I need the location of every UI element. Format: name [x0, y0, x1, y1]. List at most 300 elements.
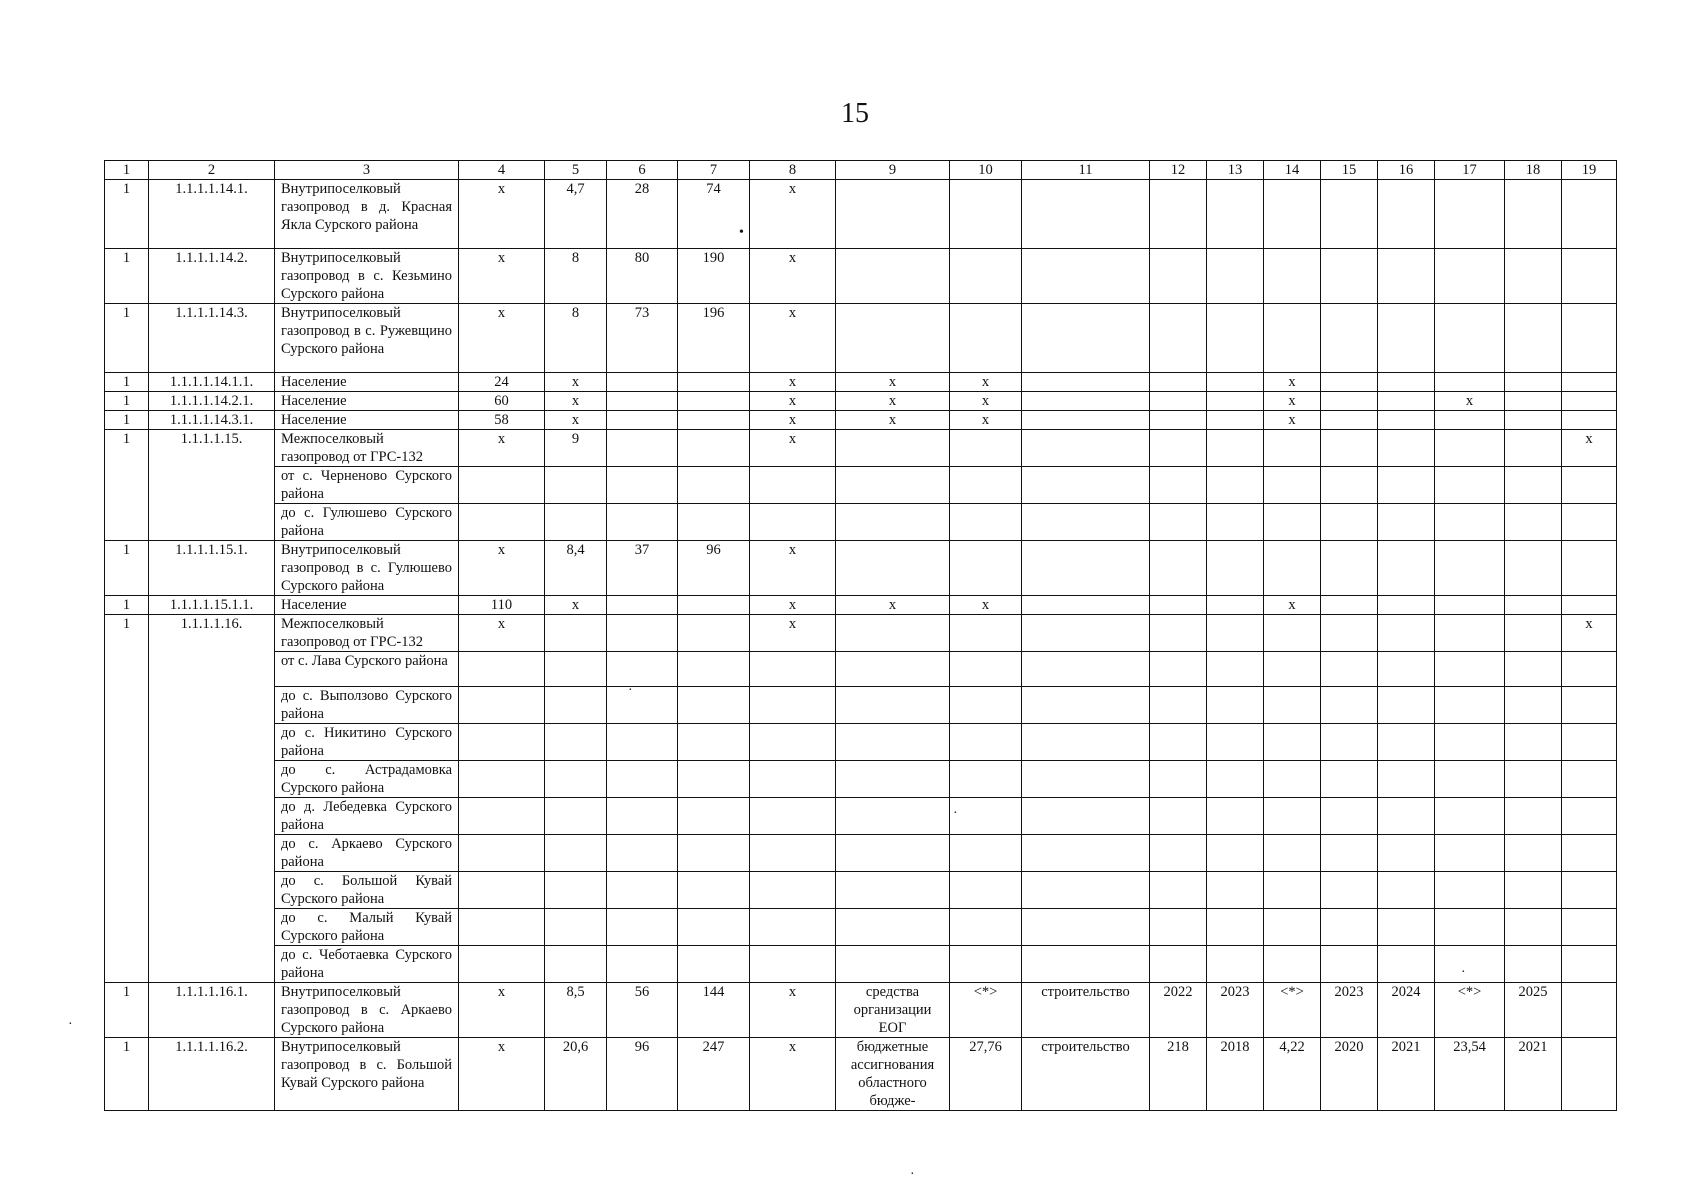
- cell-col-6: 37: [607, 541, 678, 596]
- cell-col-10: x: [950, 392, 1022, 411]
- cell-col-17: [1435, 615, 1505, 652]
- cell-col-17: [1435, 724, 1505, 761]
- scan-speck: ·: [910, 1167, 915, 1182]
- cell-col-7: [678, 687, 750, 724]
- cell-col-11: [1022, 430, 1150, 467]
- cell-col-4: [459, 798, 545, 835]
- cell-col-14: [1264, 430, 1321, 467]
- header-cell: 5: [545, 161, 607, 180]
- cell-col-8: x: [750, 304, 836, 373]
- cell-col-5: 8,5: [545, 983, 607, 1038]
- cell-col-11: [1022, 467, 1150, 504]
- cell-col-5: [545, 615, 607, 652]
- cell-col-4: 24: [459, 373, 545, 392]
- cell-col-14: [1264, 180, 1321, 249]
- cell-col-9: [836, 467, 950, 504]
- cell-col-13: [1207, 411, 1264, 430]
- cell-col-6: [607, 798, 678, 835]
- cell-col-7: [678, 798, 750, 835]
- cell-col-10: [950, 652, 1022, 687]
- cell-col-9: [836, 909, 950, 946]
- cell-col-5: [545, 724, 607, 761]
- cell-col-18: [1505, 687, 1562, 724]
- table-row: [105, 1038, 1617, 1111]
- cell-col-18: [1505, 180, 1562, 249]
- cell-col-7: 144: [678, 983, 750, 1038]
- scan-speck: ·: [953, 806, 958, 821]
- cell-col-7: 196: [678, 304, 750, 373]
- cell-col-4: x: [459, 180, 545, 249]
- cell-col-15: [1321, 761, 1378, 798]
- cell-col-7: [678, 596, 750, 615]
- cell-col-12: [1150, 835, 1207, 872]
- cell-col-9: [836, 652, 950, 687]
- cell-col-5: 8: [545, 304, 607, 373]
- cell-col-18: [1505, 467, 1562, 504]
- cell-col-14: [1264, 761, 1321, 798]
- header-cell: 7: [678, 161, 750, 180]
- cell-col-11: [1022, 504, 1150, 541]
- table-row: [105, 249, 1617, 304]
- cell-col-5: x: [545, 596, 607, 615]
- cell-col-17: [1435, 504, 1505, 541]
- cell-col-5: [545, 909, 607, 946]
- cell-code: 1.1.1.1.14.2.1.: [149, 392, 275, 411]
- cell-col-15: [1321, 411, 1378, 430]
- cell-col-4: [459, 909, 545, 946]
- cell-col-19: [1562, 249, 1617, 304]
- cell-col-6: [607, 373, 678, 392]
- cell-name: до с. Малый Кувай Сурского района: [275, 909, 459, 946]
- cell-col-5: [545, 504, 607, 541]
- cell-col-8: x: [750, 983, 836, 1038]
- cell-col-8: [750, 798, 836, 835]
- cell-col-14: [1264, 798, 1321, 835]
- cell-col-7: [678, 467, 750, 504]
- cell-col-11: [1022, 946, 1150, 983]
- table-row: [105, 541, 1617, 596]
- cell-col-6: 96: [607, 1038, 678, 1111]
- cell-col-10: [950, 761, 1022, 798]
- cell-col-11: строительство: [1022, 983, 1150, 1038]
- cell-col-6: [607, 724, 678, 761]
- header-cell: 2: [149, 161, 275, 180]
- cell-col-16: [1378, 946, 1435, 983]
- cell-col-17: [1435, 249, 1505, 304]
- cell-name: Внутрипоселковый газопровод в с. Аркаево Сурского района: [275, 983, 459, 1038]
- cell-col-14: [1264, 615, 1321, 652]
- cell-col-14: [1264, 652, 1321, 687]
- cell-col-9: x: [836, 596, 950, 615]
- cell-col-15: [1321, 872, 1378, 909]
- cell-col-9: [836, 761, 950, 798]
- cell-name: Внутрипоселковый газопровод в с. Кезьмино Сурского района: [275, 249, 459, 304]
- cell-col-10: [950, 909, 1022, 946]
- cell-col-9: [836, 687, 950, 724]
- cell-col-13: 2023: [1207, 983, 1264, 1038]
- cell-col-13: [1207, 180, 1264, 249]
- cell-col-18: [1505, 304, 1562, 373]
- data-table-container: [104, 160, 1617, 1111]
- cell-name: Внутрипоселковый газопровод в с. Ружевщино Сурского района: [275, 304, 459, 373]
- cell-col-9: [836, 615, 950, 652]
- cell-col-12: [1150, 946, 1207, 983]
- header-row: [105, 161, 1617, 180]
- cell-col-9: [836, 724, 950, 761]
- cell-col-16: [1378, 761, 1435, 798]
- cell-col-13: [1207, 687, 1264, 724]
- cell-col-12: [1150, 615, 1207, 652]
- table-row: [105, 872, 1617, 909]
- cell-col-5: 8,4: [545, 541, 607, 596]
- cell-col-8: x: [750, 392, 836, 411]
- cell-col-11: [1022, 835, 1150, 872]
- cell-name: от с. Лава Сурского района: [275, 652, 459, 687]
- cell-col-19: [1562, 946, 1617, 983]
- cell-col-14: [1264, 724, 1321, 761]
- cell-code: 1.1.1.1.14.3.1.: [149, 411, 275, 430]
- cell-rownum: 1: [105, 249, 149, 304]
- cell-col-4: x: [459, 1038, 545, 1111]
- cell-col-13: [1207, 615, 1264, 652]
- cell-name: до с. Гулюшево Сурского района: [275, 504, 459, 541]
- cell-col-19: x: [1562, 430, 1617, 467]
- cell-col-8: x: [750, 249, 836, 304]
- cell-col-9: бюджетные ассигнования областного бюдже-: [836, 1038, 950, 1111]
- cell-col-13: [1207, 835, 1264, 872]
- cell-col-7: [678, 430, 750, 467]
- cell-col-10: [950, 504, 1022, 541]
- cell-col-9: x: [836, 411, 950, 430]
- cell-col-19: [1562, 596, 1617, 615]
- cell-col-15: [1321, 504, 1378, 541]
- table-row: [105, 615, 1617, 652]
- cell-col-14: [1264, 835, 1321, 872]
- cell-col-12: [1150, 687, 1207, 724]
- cell-col-18: [1505, 504, 1562, 541]
- cell-col-5: [545, 761, 607, 798]
- cell-col-6: [607, 835, 678, 872]
- cell-col-6: [607, 411, 678, 430]
- cell-col-9: [836, 835, 950, 872]
- cell-col-6: [607, 596, 678, 615]
- cell-col-14: [1264, 467, 1321, 504]
- cell-col-6: [607, 430, 678, 467]
- cell-col-7: 247: [678, 1038, 750, 1111]
- cell-col-18: [1505, 835, 1562, 872]
- cell-col-13: [1207, 652, 1264, 687]
- cell-col-12: [1150, 304, 1207, 373]
- cell-col-7: [678, 652, 750, 687]
- cell-col-17: [1435, 872, 1505, 909]
- cell-col-6: [607, 615, 678, 652]
- cell-code: 1.1.1.1.15.1.1.: [149, 596, 275, 615]
- scan-speck: ·: [1461, 965, 1466, 980]
- cell-col-4: [459, 467, 545, 504]
- cell-col-15: [1321, 652, 1378, 687]
- header-cell: 16: [1378, 161, 1435, 180]
- cell-rownum: 1: [105, 1038, 149, 1111]
- cell-col-10: [950, 304, 1022, 373]
- cell-col-13: [1207, 304, 1264, 373]
- cell-col-17: [1435, 180, 1505, 249]
- cell-col-10: 27,76: [950, 1038, 1022, 1111]
- cell-col-9: x: [836, 392, 950, 411]
- cell-col-8: x: [750, 430, 836, 467]
- cell-col-17: <*>: [1435, 983, 1505, 1038]
- cell-col-14: [1264, 909, 1321, 946]
- cell-col-4: 60: [459, 392, 545, 411]
- header-cell: 11: [1022, 161, 1150, 180]
- cell-name: до с. Никитино Сурского района: [275, 724, 459, 761]
- cell-rownum: 1: [105, 615, 149, 983]
- table-row: [105, 596, 1617, 615]
- cell-col-18: [1505, 596, 1562, 615]
- cell-col-12: [1150, 761, 1207, 798]
- cell-col-8: x: [750, 1038, 836, 1111]
- cell-col-16: [1378, 304, 1435, 373]
- cell-col-12: [1150, 798, 1207, 835]
- cell-name: Внутрипоселковый газопровод в с. Большой Кувай Сурского района: [275, 1038, 459, 1111]
- cell-col-9: [836, 304, 950, 373]
- cell-col-15: [1321, 541, 1378, 596]
- cell-col-12: [1150, 249, 1207, 304]
- cell-col-11: [1022, 798, 1150, 835]
- table-row: [105, 392, 1617, 411]
- cell-code: 1.1.1.1.14.1.: [149, 180, 275, 249]
- cell-col-13: [1207, 504, 1264, 541]
- cell-col-9: [836, 946, 950, 983]
- cell-col-11: [1022, 411, 1150, 430]
- cell-rownum: 1: [105, 180, 149, 249]
- table-row: [105, 798, 1617, 835]
- cell-col-19: [1562, 761, 1617, 798]
- cell-col-4: 58: [459, 411, 545, 430]
- cell-col-16: 2024: [1378, 983, 1435, 1038]
- cell-col-11: строительство: [1022, 1038, 1150, 1111]
- cell-col-19: [1562, 798, 1617, 835]
- cell-col-4: [459, 504, 545, 541]
- cell-col-18: [1505, 373, 1562, 392]
- cell-name: Население: [275, 392, 459, 411]
- cell-col-16: [1378, 724, 1435, 761]
- cell-col-12: [1150, 392, 1207, 411]
- cell-col-12: [1150, 373, 1207, 392]
- cell-col-18: [1505, 411, 1562, 430]
- cell-col-13: [1207, 249, 1264, 304]
- cell-col-9: [836, 872, 950, 909]
- cell-col-5: [545, 872, 607, 909]
- cell-col-12: [1150, 541, 1207, 596]
- cell-col-4: x: [459, 615, 545, 652]
- table-row: [105, 504, 1617, 541]
- header-cell: 18: [1505, 161, 1562, 180]
- cell-col-12: [1150, 652, 1207, 687]
- cell-col-10: [950, 541, 1022, 596]
- cell-col-7: 96: [678, 541, 750, 596]
- cell-col-6: 73: [607, 304, 678, 373]
- cell-col-6: 28: [607, 180, 678, 249]
- cell-col-11: [1022, 615, 1150, 652]
- cell-col-11: [1022, 596, 1150, 615]
- table-row: [105, 304, 1617, 373]
- cell-name: Межпоселковый газопровод от ГРС-132: [275, 615, 459, 652]
- cell-col-16: [1378, 430, 1435, 467]
- header-cell: 14: [1264, 161, 1321, 180]
- cell-col-16: 2021: [1378, 1038, 1435, 1111]
- cell-name: Внутрипоселковый газопровод в с. Гулюшево Сурского района: [275, 541, 459, 596]
- cell-col-11: [1022, 761, 1150, 798]
- cell-col-8: [750, 724, 836, 761]
- cell-col-14: 4,22: [1264, 1038, 1321, 1111]
- cell-col-15: [1321, 180, 1378, 249]
- cell-col-4: [459, 652, 545, 687]
- cell-col-11: [1022, 392, 1150, 411]
- cell-col-5: [545, 687, 607, 724]
- cell-col-15: 2020: [1321, 1038, 1378, 1111]
- cell-col-5: x: [545, 392, 607, 411]
- cell-col-15: [1321, 373, 1378, 392]
- cell-col-13: [1207, 392, 1264, 411]
- header-cell: 1: [105, 161, 149, 180]
- cell-col-13: 2018: [1207, 1038, 1264, 1111]
- cell-name: Население: [275, 411, 459, 430]
- cell-col-8: [750, 835, 836, 872]
- cell-col-5: [545, 798, 607, 835]
- cell-col-6: [607, 946, 678, 983]
- table-row: [105, 652, 1617, 687]
- cell-col-8: x: [750, 596, 836, 615]
- cell-rownum: 1: [105, 373, 149, 392]
- table-row: [105, 909, 1617, 946]
- header-cell: 12: [1150, 161, 1207, 180]
- cell-col-19: [1562, 835, 1617, 872]
- cell-col-14: [1264, 946, 1321, 983]
- cell-code: 1.1.1.1.16.: [149, 615, 275, 983]
- cell-col-7: [678, 615, 750, 652]
- cell-col-10: [950, 687, 1022, 724]
- cell-col-19: x: [1562, 615, 1617, 652]
- cell-code: 1.1.1.1.14.2.: [149, 249, 275, 304]
- cell-col-7: [678, 909, 750, 946]
- cell-col-16: [1378, 596, 1435, 615]
- cell-col-12: [1150, 872, 1207, 909]
- cell-col-18: [1505, 541, 1562, 596]
- cell-col-5: [545, 467, 607, 504]
- table-row: [105, 724, 1617, 761]
- scan-speck: ·: [628, 683, 633, 698]
- cell-col-10: x: [950, 411, 1022, 430]
- cell-col-13: [1207, 798, 1264, 835]
- cell-col-9: [836, 430, 950, 467]
- cell-col-10: [950, 249, 1022, 304]
- cell-col-19: [1562, 541, 1617, 596]
- cell-col-19: [1562, 411, 1617, 430]
- cell-col-16: [1378, 467, 1435, 504]
- cell-col-13: [1207, 761, 1264, 798]
- cell-col-15: [1321, 615, 1378, 652]
- cell-col-19: [1562, 373, 1617, 392]
- cell-col-12: [1150, 909, 1207, 946]
- cell-col-5: 4,7: [545, 180, 607, 249]
- header-cell: 17: [1435, 161, 1505, 180]
- cell-col-18: [1505, 946, 1562, 983]
- cell-code: 1.1.1.1.14.3.: [149, 304, 275, 373]
- cell-col-8: [750, 652, 836, 687]
- cell-col-15: [1321, 724, 1378, 761]
- cell-col-18: 2025: [1505, 983, 1562, 1038]
- cell-col-15: [1321, 304, 1378, 373]
- cell-col-5: [545, 652, 607, 687]
- cell-col-19: [1562, 872, 1617, 909]
- cell-col-7: [678, 504, 750, 541]
- cell-col-17: [1435, 596, 1505, 615]
- cell-col-19: [1562, 909, 1617, 946]
- header-cell: 3: [275, 161, 459, 180]
- table-row: [105, 180, 1617, 249]
- cell-col-6: [607, 909, 678, 946]
- header-cell: 19: [1562, 161, 1617, 180]
- cell-col-8: x: [750, 373, 836, 392]
- cell-col-8: x: [750, 615, 836, 652]
- cell-col-6: [607, 467, 678, 504]
- cell-col-8: [750, 946, 836, 983]
- cell-name: до с. Большой Кувай Сурского района: [275, 872, 459, 909]
- cell-col-13: [1207, 872, 1264, 909]
- cell-col-19: [1562, 687, 1617, 724]
- cell-col-10: [950, 180, 1022, 249]
- cell-col-17: [1435, 946, 1505, 983]
- cell-col-4: x: [459, 304, 545, 373]
- cell-col-4: [459, 835, 545, 872]
- cell-col-12: [1150, 504, 1207, 541]
- cell-col-10: [950, 724, 1022, 761]
- cell-name: до д. Лебедевка Сурского района: [275, 798, 459, 835]
- cell-name: до с. Чеботаевка Сурского района: [275, 946, 459, 983]
- cell-col-11: [1022, 872, 1150, 909]
- cell-col-10: [950, 872, 1022, 909]
- cell-col-15: [1321, 596, 1378, 615]
- table-row: [105, 983, 1617, 1038]
- cell-col-8: [750, 761, 836, 798]
- cell-col-10: [950, 430, 1022, 467]
- cell-col-18: [1505, 392, 1562, 411]
- cell-col-16: [1378, 652, 1435, 687]
- cell-col-4: [459, 872, 545, 909]
- cell-col-13: [1207, 373, 1264, 392]
- cell-col-8: [750, 872, 836, 909]
- cell-col-12: [1150, 596, 1207, 615]
- cell-name: Внутрипоселковый газопровод в д. Красная Якла Сурского района: [275, 180, 459, 249]
- cell-col-14: <*>: [1264, 983, 1321, 1038]
- cell-col-7: [678, 872, 750, 909]
- cell-col-18: [1505, 909, 1562, 946]
- cell-col-15: [1321, 909, 1378, 946]
- cell-col-17: [1435, 798, 1505, 835]
- cell-rownum: 1: [105, 596, 149, 615]
- cell-col-19: [1562, 304, 1617, 373]
- cell-col-9: [836, 180, 950, 249]
- cell-col-4: [459, 761, 545, 798]
- cell-col-15: [1321, 392, 1378, 411]
- cell-col-18: [1505, 249, 1562, 304]
- table-row: [105, 761, 1617, 798]
- table-row: [105, 687, 1617, 724]
- cell-col-7: 74: [678, 180, 750, 249]
- cell-col-13: [1207, 541, 1264, 596]
- cell-col-9: [836, 541, 950, 596]
- cell-col-17: [1435, 652, 1505, 687]
